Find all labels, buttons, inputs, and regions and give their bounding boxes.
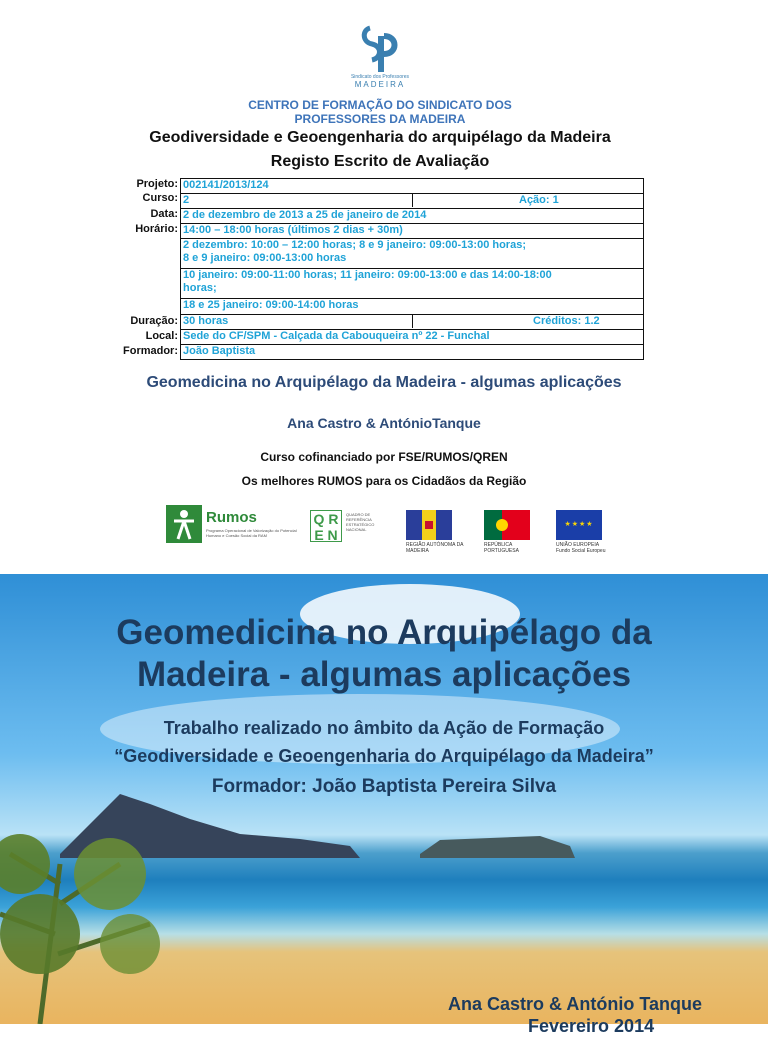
curso-value: 2	[183, 194, 190, 206]
cover-title-line-1: Geomedicina no Arquipélago da	[116, 613, 652, 652]
horario-line-4: 10 janeiro: 09:00-11:00 horas; 11 janeiro: 09:00-13:00 e das 14:00-18:00	[183, 269, 552, 281]
data-value: 2 de dezembro de 2013 a 25 de janeiro de 2014	[183, 209, 427, 221]
org-line-2: PROFESSORES DA MADEIRA	[294, 112, 466, 126]
cover-title	[0, 612, 768, 696]
work-title: Geomedicina no Arquipélago da Madeira - algumas aplicações	[146, 374, 622, 391]
row-formador	[181, 345, 643, 360]
label-local: Local:	[145, 330, 178, 342]
projeto-value: 002141/2013/124	[183, 179, 269, 191]
cover-title-line-2: Madeira - algumas aplicações	[136, 655, 632, 694]
cover-line-2: “Geodiversidade e Geoengenharia do Arquipélago da Madeira”	[114, 746, 654, 766]
form-title: Registo Escrito de Avaliação	[270, 153, 490, 170]
row-horario-3	[181, 269, 643, 299]
org-line-1: CENTRO DE FORMAÇÃO DO SINDICATO DOS	[248, 98, 512, 112]
acao-value: Ação: 1	[412, 194, 643, 207]
row-duracao	[181, 315, 643, 330]
formador-value: João Baptista	[183, 345, 256, 357]
row-horario-1	[181, 224, 643, 239]
qren-subtitle: QUADRO DE REFERÊNCIA ESTRATÉGICO NACIONAL	[346, 512, 375, 532]
rumos-wordmark: Rumos	[206, 509, 257, 526]
row-local	[181, 330, 643, 345]
eu-subtitle: Fundo Social Europeu	[556, 548, 606, 554]
work-authors: Ana Castro & AntónioTanque	[287, 415, 481, 431]
label-projeto: Projeto:	[136, 178, 178, 190]
logo-subtitle: Sindicato dos Professores	[350, 74, 410, 80]
funding-line-1: Curso cofinanciado por FSE/RUMOS/QREN	[260, 450, 508, 464]
label-curso: Curso:	[142, 192, 178, 204]
portugal-flag-icon	[484, 510, 530, 540]
row-data	[181, 209, 643, 224]
eu-flag-icon: ★★★★	[556, 510, 602, 540]
row-projeto	[181, 179, 643, 194]
creditos-value: Créditos: 1.2	[412, 315, 643, 328]
local-value: Sede do CF/SPM - Calçada da Cabouqueira nº 22 - Funchal	[183, 330, 490, 342]
pine-tree-icon	[0, 824, 200, 1024]
cover-line-3: Formador: João Baptista Pereira Silva	[211, 776, 557, 797]
row-horario-2	[181, 239, 643, 269]
organization-name	[180, 98, 580, 126]
funding-line-2: Os melhores RUMOS para os Cidadãos da Região	[241, 474, 527, 488]
horario-line-3: 8 e 9 janeiro: 09:00-13:00 horas	[183, 252, 347, 264]
eu-caption: UNIÃO EUROPEIA	[556, 542, 600, 548]
cover-authors: Ana Castro & António Tanque	[448, 994, 702, 1014]
madeira-flag-icon	[406, 510, 452, 540]
rumos-logo-icon	[166, 505, 202, 543]
cover-line-1: Trabalho realizado no âmbito da Ação de Formação	[163, 718, 605, 738]
portugal-caption: REPÚBLICA PORTUGUESA	[484, 542, 519, 554]
cover-date: Fevereiro 2014	[528, 1016, 655, 1036]
horario-line-1: 14:00 – 18:00 horas (últimos 2 dias + 30m)	[183, 224, 403, 236]
label-data: Data:	[150, 208, 178, 220]
madeira-caption: REGIÃO AUTÓNOMA DA MADEIRA	[406, 542, 464, 554]
rumos-subtitle: Programa Operacional de Valorização do Potencial Humano e Coesão Social da RAM	[206, 528, 297, 538]
label-formador: Formador:	[123, 345, 178, 357]
horario-line-6: 18 e 25 janeiro: 09:00-14:00 horas	[183, 299, 359, 311]
registry-table	[180, 178, 644, 360]
course-title: Geodiversidade e Geoengenharia do arquipélago da Madeira	[149, 129, 611, 146]
row-curso	[181, 194, 643, 209]
horario-line-2: 2 dezembro: 10:00 – 12:00 horas; 8 e 9 janeiro: 09:00-13:00 horas;	[183, 239, 526, 251]
logo-name: MADEIRA	[354, 80, 406, 89]
qren-logo-icon: Q R E N	[310, 510, 342, 542]
row-horario-4	[181, 299, 643, 315]
label-duracao: Duração:	[130, 315, 178, 327]
label-horario: Horário:	[135, 223, 178, 235]
horario-line-5: horas;	[183, 282, 217, 294]
duracao-value: 30 horas	[183, 315, 229, 327]
